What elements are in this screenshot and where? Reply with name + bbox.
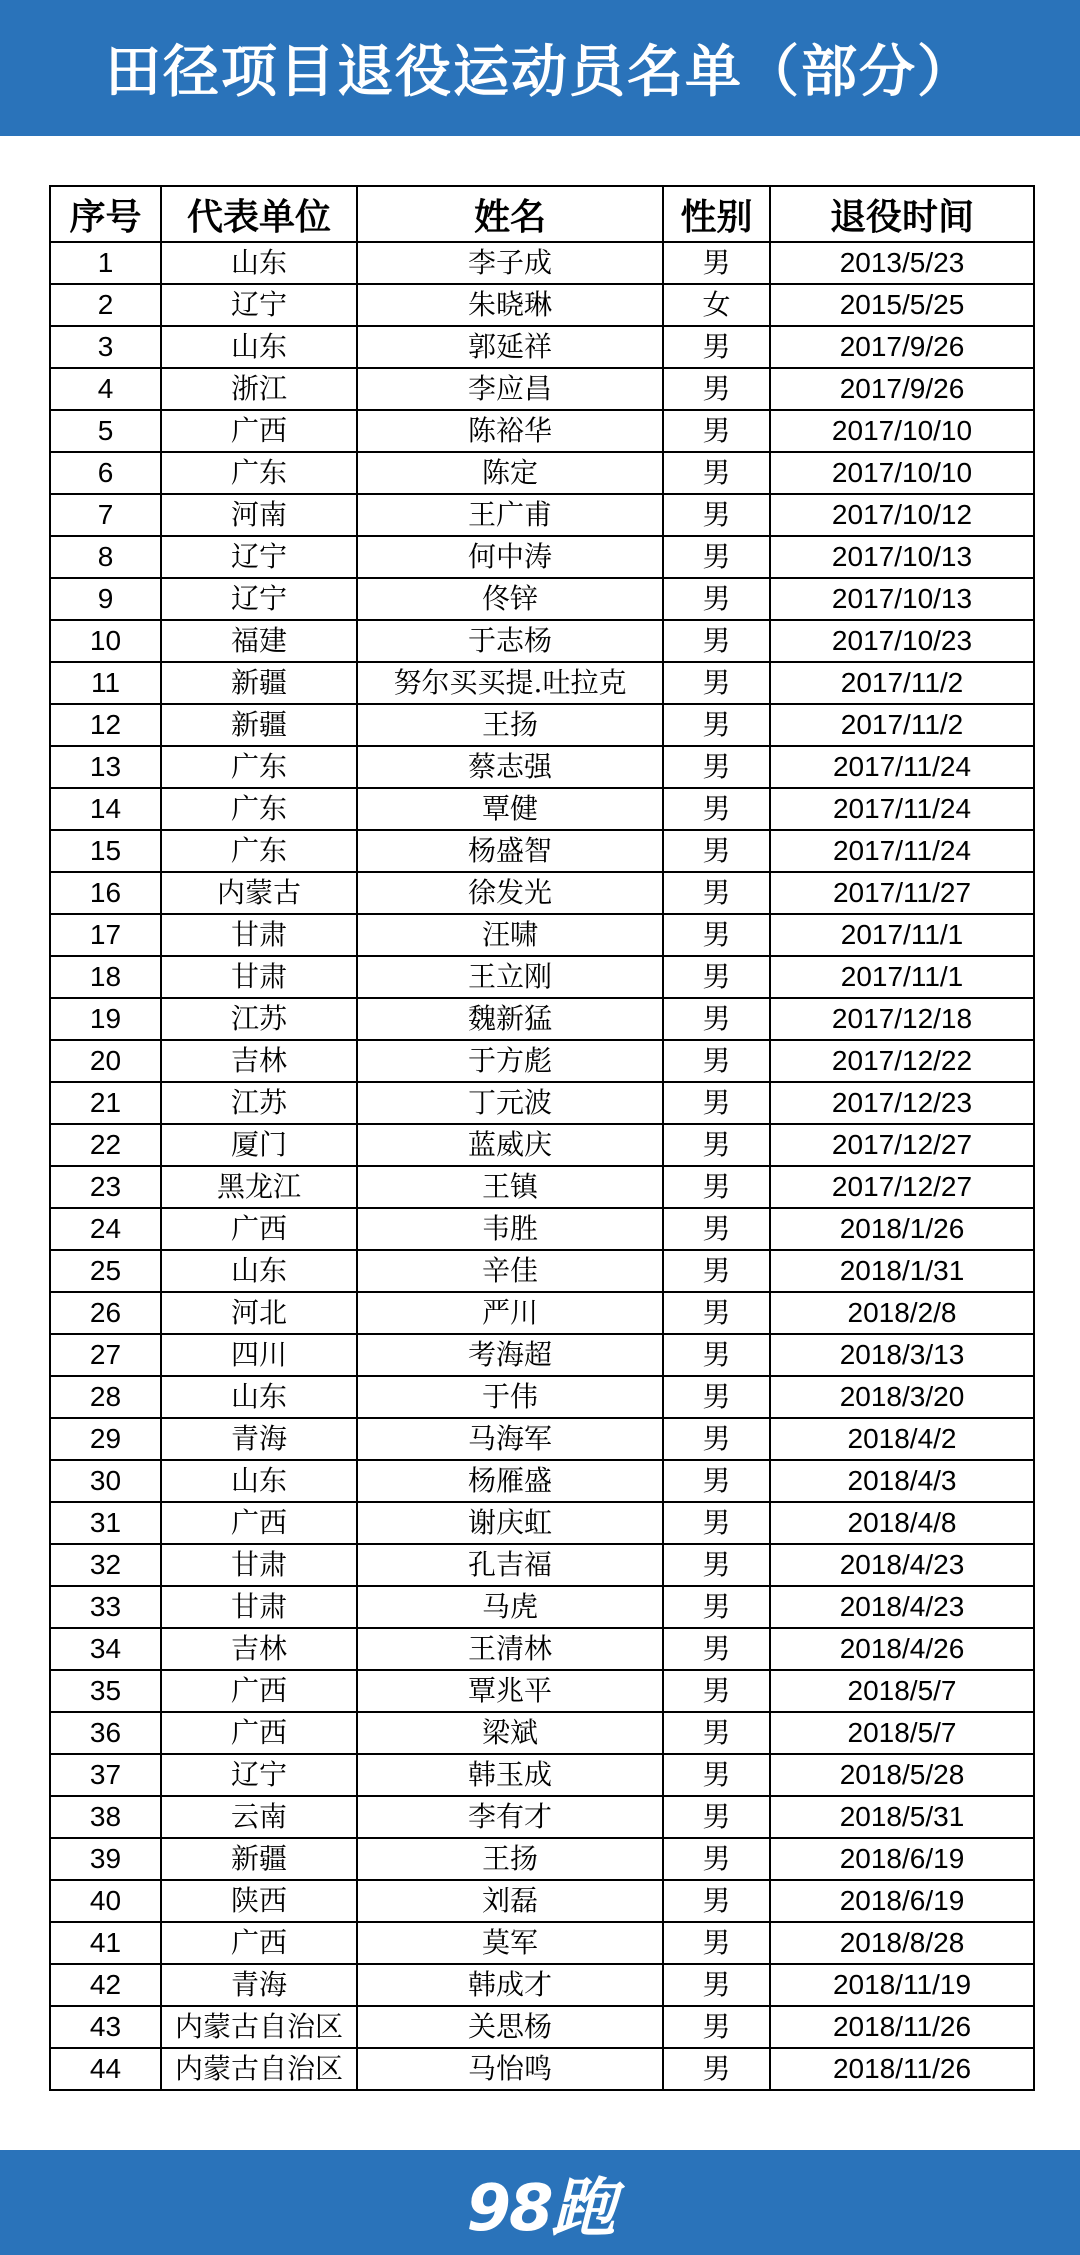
cell-retire-date: 2018/4/8 (770, 1502, 1034, 1544)
table-row (50, 1040, 1034, 1082)
cell-index: 38 (50, 1796, 161, 1838)
cell-unit: 广东 (161, 788, 357, 830)
cell-index: 25 (50, 1250, 161, 1292)
table-row (50, 830, 1034, 872)
cell-index: 30 (50, 1460, 161, 1502)
cell-unit: 浙江 (161, 368, 357, 410)
cell-retire-date: 2018/5/7 (770, 1712, 1034, 1754)
cell-gender: 男 (663, 1166, 770, 1208)
cell-gender: 男 (663, 1922, 770, 1964)
cell-name: 韩玉成 (357, 1754, 663, 1796)
cell-name: 谢庆虹 (357, 1502, 663, 1544)
retired-athletes-table (49, 185, 1035, 2091)
brand-logo: 98跑 (466, 2171, 614, 2246)
cell-name: 马怡鸣 (357, 2048, 663, 2090)
cell-retire-date: 2017/10/10 (770, 452, 1034, 494)
table-row (50, 788, 1034, 830)
table-row (50, 326, 1034, 368)
table-row (50, 1124, 1034, 1166)
cell-gender: 男 (663, 578, 770, 620)
table-row (50, 1628, 1034, 1670)
cell-name: 辛佳 (357, 1250, 663, 1292)
cell-index: 29 (50, 1418, 161, 1460)
table-row (50, 452, 1034, 494)
table-row (50, 368, 1034, 410)
table-row (50, 1166, 1034, 1208)
table-row (50, 1544, 1034, 1586)
cell-index: 18 (50, 956, 161, 998)
cell-index: 26 (50, 1292, 161, 1334)
header-banner (0, 0, 1080, 136)
cell-unit: 内蒙古自治区 (161, 2048, 357, 2090)
cell-gender: 男 (663, 1880, 770, 1922)
cell-index: 23 (50, 1166, 161, 1208)
table-row (50, 1796, 1034, 1838)
cell-name: 马虎 (357, 1586, 663, 1628)
cell-retire-date: 2017/11/1 (770, 914, 1034, 956)
cell-gender: 男 (663, 368, 770, 410)
cell-retire-date: 2018/11/26 (770, 2006, 1034, 2048)
cell-gender: 男 (663, 1502, 770, 1544)
page-title: 田径项目退役运动员名单（部分） (105, 40, 975, 105)
table-row (50, 2048, 1034, 2090)
cell-name: 汪啸 (357, 914, 663, 956)
cell-unit: 广西 (161, 1502, 357, 1544)
cell-retire-date: 2017/11/1 (770, 956, 1034, 998)
cell-unit: 吉林 (161, 1040, 357, 1082)
cell-retire-date: 2017/11/24 (770, 788, 1034, 830)
cell-name: 韦胜 (357, 1208, 663, 1250)
cell-name: 朱晓琳 (357, 284, 663, 326)
cell-index: 8 (50, 536, 161, 578)
cell-gender: 男 (663, 536, 770, 578)
cell-gender: 女 (663, 284, 770, 326)
cell-unit: 河北 (161, 1292, 357, 1334)
cell-index: 9 (50, 578, 161, 620)
cell-retire-date: 2018/1/26 (770, 1208, 1034, 1250)
cell-unit: 河南 (161, 494, 357, 536)
cell-unit: 广西 (161, 1922, 357, 1964)
cell-unit: 厦门 (161, 1124, 357, 1166)
table-row (50, 1250, 1034, 1292)
cell-index: 43 (50, 2006, 161, 2048)
table-row (50, 284, 1034, 326)
cell-retire-date: 2017/11/2 (770, 704, 1034, 746)
cell-index: 17 (50, 914, 161, 956)
cell-retire-date: 2018/11/26 (770, 2048, 1034, 2090)
table-row (50, 242, 1034, 284)
cell-unit: 福建 (161, 620, 357, 662)
cell-name: 蓝威庆 (357, 1124, 663, 1166)
cell-unit: 广西 (161, 1670, 357, 1712)
cell-index: 10 (50, 620, 161, 662)
cell-unit: 广东 (161, 746, 357, 788)
cell-unit: 辽宁 (161, 536, 357, 578)
cell-retire-date: 2018/3/20 (770, 1376, 1034, 1418)
cell-unit: 吉林 (161, 1628, 357, 1670)
table-row (50, 1376, 1034, 1418)
cell-index: 41 (50, 1922, 161, 1964)
cell-unit: 新疆 (161, 662, 357, 704)
cell-retire-date: 2017/9/26 (770, 326, 1034, 368)
table-row (50, 620, 1034, 662)
cell-index: 11 (50, 662, 161, 704)
cell-name: 李子成 (357, 242, 663, 284)
cell-retire-date: 2017/10/13 (770, 578, 1034, 620)
cell-gender: 男 (663, 2048, 770, 2090)
cell-retire-date: 2018/4/23 (770, 1586, 1034, 1628)
cell-gender: 男 (663, 830, 770, 872)
cell-index: 2 (50, 284, 161, 326)
cell-name: 丁元波 (357, 1082, 663, 1124)
cell-name: 杨盛智 (357, 830, 663, 872)
cell-index: 1 (50, 242, 161, 284)
cell-gender: 男 (663, 494, 770, 536)
cell-unit: 江苏 (161, 998, 357, 1040)
table-row (50, 956, 1034, 998)
cell-unit: 新疆 (161, 1838, 357, 1880)
cell-gender: 男 (663, 452, 770, 494)
cell-retire-date: 2017/11/27 (770, 872, 1034, 914)
cell-index: 36 (50, 1712, 161, 1754)
table-row (50, 1880, 1034, 1922)
cell-retire-date: 2017/12/23 (770, 1082, 1034, 1124)
cell-unit: 甘肃 (161, 1586, 357, 1628)
cell-gender: 男 (663, 620, 770, 662)
cell-name: 蔡志强 (357, 746, 663, 788)
cell-index: 16 (50, 872, 161, 914)
cell-gender: 男 (663, 1292, 770, 1334)
cell-index: 39 (50, 1838, 161, 1880)
cell-name: 刘磊 (357, 1880, 663, 1922)
cell-name: 孔吉福 (357, 1544, 663, 1586)
cell-gender: 男 (663, 1124, 770, 1166)
cell-name: 王扬 (357, 704, 663, 746)
cell-gender: 男 (663, 1376, 770, 1418)
table-row (50, 872, 1034, 914)
cell-gender: 男 (663, 242, 770, 284)
cell-unit: 甘肃 (161, 914, 357, 956)
cell-index: 24 (50, 1208, 161, 1250)
cell-retire-date: 2018/3/13 (770, 1334, 1034, 1376)
cell-name: 李有才 (357, 1796, 663, 1838)
cell-gender: 男 (663, 956, 770, 998)
table-body (50, 242, 1034, 2090)
cell-index: 6 (50, 452, 161, 494)
table-row (50, 1082, 1034, 1124)
retired-athletes-table-container (49, 185, 1033, 2091)
cell-name: 王立刚 (357, 956, 663, 998)
table-row (50, 1334, 1034, 1376)
cell-unit: 山东 (161, 1460, 357, 1502)
cell-name: 关思杨 (357, 2006, 663, 2048)
cell-index: 33 (50, 1586, 161, 1628)
table-row (50, 1586, 1034, 1628)
cell-unit: 青海 (161, 1964, 357, 2006)
cell-name: 梁斌 (357, 1712, 663, 1754)
cell-index: 34 (50, 1628, 161, 1670)
cell-gender: 男 (663, 1754, 770, 1796)
cell-retire-date: 2013/5/23 (770, 242, 1034, 284)
cell-unit: 黑龙江 (161, 1166, 357, 1208)
cell-retire-date: 2018/5/28 (770, 1754, 1034, 1796)
cell-name: 马海军 (357, 1418, 663, 1460)
cell-unit: 山东 (161, 326, 357, 368)
cell-unit: 内蒙古 (161, 872, 357, 914)
cell-unit: 云南 (161, 1796, 357, 1838)
table-row (50, 1460, 1034, 1502)
cell-retire-date: 2018/8/28 (770, 1922, 1034, 1964)
cell-unit: 辽宁 (161, 1754, 357, 1796)
column-header-index: 序号 (50, 186, 161, 242)
cell-name: 严川 (357, 1292, 663, 1334)
cell-name: 王扬 (357, 1838, 663, 1880)
cell-unit: 山东 (161, 1250, 357, 1292)
cell-retire-date: 2017/12/22 (770, 1040, 1034, 1082)
cell-unit: 江苏 (161, 1082, 357, 1124)
cell-gender: 男 (663, 704, 770, 746)
cell-index: 19 (50, 998, 161, 1040)
cell-gender: 男 (663, 1418, 770, 1460)
cell-retire-date: 2018/4/2 (770, 1418, 1034, 1460)
cell-index: 35 (50, 1670, 161, 1712)
table-row (50, 1712, 1034, 1754)
cell-name: 韩成才 (357, 1964, 663, 2006)
cell-retire-date: 2018/4/3 (770, 1460, 1034, 1502)
table-row (50, 410, 1034, 452)
cell-index: 31 (50, 1502, 161, 1544)
cell-name: 郭延祥 (357, 326, 663, 368)
table-row (50, 1754, 1034, 1796)
cell-name: 覃兆平 (357, 1670, 663, 1712)
cell-gender: 男 (663, 788, 770, 830)
cell-gender: 男 (663, 1796, 770, 1838)
cell-retire-date: 2018/5/7 (770, 1670, 1034, 1712)
cell-gender: 男 (663, 1250, 770, 1292)
cell-name: 莫军 (357, 1922, 663, 1964)
cell-retire-date: 2018/1/31 (770, 1250, 1034, 1292)
cell-name: 何中涛 (357, 536, 663, 578)
column-header-retire-date: 退役时间 (770, 186, 1034, 242)
table-row (50, 494, 1034, 536)
cell-unit: 广东 (161, 830, 357, 872)
cell-name: 佟锌 (357, 578, 663, 620)
cell-gender: 男 (663, 1334, 770, 1376)
table-row (50, 662, 1034, 704)
cell-index: 3 (50, 326, 161, 368)
cell-retire-date: 2017/11/2 (770, 662, 1034, 704)
cell-gender: 男 (663, 662, 770, 704)
column-header-gender: 性别 (663, 186, 770, 242)
cell-retire-date: 2017/11/24 (770, 830, 1034, 872)
table-row (50, 1922, 1034, 1964)
cell-gender: 男 (663, 410, 770, 452)
cell-name: 徐发光 (357, 872, 663, 914)
cell-index: 37 (50, 1754, 161, 1796)
cell-index: 40 (50, 1880, 161, 1922)
cell-unit: 内蒙古自治区 (161, 2006, 357, 2048)
footer-banner (0, 2150, 1080, 2255)
table-row (50, 1964, 1034, 2006)
cell-gender: 男 (663, 1712, 770, 1754)
cell-name: 于伟 (357, 1376, 663, 1418)
cell-unit: 广东 (161, 452, 357, 494)
cell-index: 7 (50, 494, 161, 536)
cell-index: 32 (50, 1544, 161, 1586)
cell-gender: 男 (663, 1670, 770, 1712)
cell-unit: 甘肃 (161, 956, 357, 998)
cell-gender: 男 (663, 1628, 770, 1670)
cell-index: 20 (50, 1040, 161, 1082)
table-row (50, 1208, 1034, 1250)
cell-retire-date: 2017/10/13 (770, 536, 1034, 578)
cell-gender: 男 (663, 872, 770, 914)
cell-name: 魏新猛 (357, 998, 663, 1040)
cell-gender: 男 (663, 746, 770, 788)
cell-gender: 男 (663, 998, 770, 1040)
cell-retire-date: 2018/2/8 (770, 1292, 1034, 1334)
table-row (50, 746, 1034, 788)
cell-unit: 辽宁 (161, 284, 357, 326)
cell-name: 陈裕华 (357, 410, 663, 452)
cell-index: 12 (50, 704, 161, 746)
cell-name: 考海超 (357, 1334, 663, 1376)
table-row (50, 1670, 1034, 1712)
cell-gender: 男 (663, 2006, 770, 2048)
cell-retire-date: 2017/12/27 (770, 1124, 1034, 1166)
cell-gender: 男 (663, 1586, 770, 1628)
cell-index: 4 (50, 368, 161, 410)
cell-unit: 四川 (161, 1334, 357, 1376)
cell-name: 覃健 (357, 788, 663, 830)
cell-name: 王广甫 (357, 494, 663, 536)
table-row (50, 1838, 1034, 1880)
cell-name: 于志杨 (357, 620, 663, 662)
cell-retire-date: 2018/6/19 (770, 1880, 1034, 1922)
cell-index: 13 (50, 746, 161, 788)
table-row (50, 1292, 1034, 1334)
table-row (50, 578, 1034, 620)
cell-index: 28 (50, 1376, 161, 1418)
cell-retire-date: 2018/5/31 (770, 1796, 1034, 1838)
cell-name: 努尔买买提.吐拉克 (357, 662, 663, 704)
cell-unit: 广西 (161, 410, 357, 452)
cell-gender: 男 (663, 1460, 770, 1502)
cell-retire-date: 2017/12/18 (770, 998, 1034, 1040)
cell-name: 王清林 (357, 1628, 663, 1670)
cell-unit: 广西 (161, 1712, 357, 1754)
table-row (50, 998, 1034, 1040)
column-header-unit: 代表单位 (161, 186, 357, 242)
cell-name: 王镇 (357, 1166, 663, 1208)
cell-unit: 新疆 (161, 704, 357, 746)
cell-gender: 男 (663, 1964, 770, 2006)
cell-index: 21 (50, 1082, 161, 1124)
table-row (50, 1418, 1034, 1460)
cell-unit: 山东 (161, 1376, 357, 1418)
table-row (50, 914, 1034, 956)
cell-retire-date: 2018/6/19 (770, 1838, 1034, 1880)
cell-retire-date: 2017/12/27 (770, 1166, 1034, 1208)
cell-retire-date: 2017/9/26 (770, 368, 1034, 410)
cell-name: 陈定 (357, 452, 663, 494)
cell-gender: 男 (663, 914, 770, 956)
table-row (50, 1502, 1034, 1544)
cell-gender: 男 (663, 1208, 770, 1250)
cell-index: 22 (50, 1124, 161, 1166)
table-header-row (50, 186, 1034, 242)
cell-retire-date: 2017/10/23 (770, 620, 1034, 662)
cell-name: 于方彪 (357, 1040, 663, 1082)
cell-index: 44 (50, 2048, 161, 2090)
cell-retire-date: 2017/10/10 (770, 410, 1034, 452)
cell-index: 5 (50, 410, 161, 452)
cell-retire-date: 2018/4/26 (770, 1628, 1034, 1670)
cell-retire-date: 2017/11/24 (770, 746, 1034, 788)
cell-gender: 男 (663, 1838, 770, 1880)
cell-gender: 男 (663, 1082, 770, 1124)
cell-unit: 甘肃 (161, 1544, 357, 1586)
cell-name: 李应昌 (357, 368, 663, 410)
cell-gender: 男 (663, 1040, 770, 1082)
cell-retire-date: 2017/10/12 (770, 494, 1034, 536)
cell-unit: 陕西 (161, 1880, 357, 1922)
cell-index: 27 (50, 1334, 161, 1376)
cell-gender: 男 (663, 326, 770, 368)
cell-unit: 辽宁 (161, 578, 357, 620)
cell-retire-date: 2018/4/23 (770, 1544, 1034, 1586)
cell-unit: 青海 (161, 1418, 357, 1460)
cell-retire-date: 2018/11/19 (770, 1964, 1034, 2006)
cell-gender: 男 (663, 1544, 770, 1586)
table-row (50, 536, 1034, 578)
cell-name: 杨雁盛 (357, 1460, 663, 1502)
cell-unit: 广西 (161, 1208, 357, 1250)
cell-unit: 山东 (161, 242, 357, 284)
column-header-name: 姓名 (357, 186, 663, 242)
cell-retire-date: 2015/5/25 (770, 284, 1034, 326)
cell-index: 42 (50, 1964, 161, 2006)
table-row (50, 2006, 1034, 2048)
table-row (50, 704, 1034, 746)
cell-index: 14 (50, 788, 161, 830)
cell-index: 15 (50, 830, 161, 872)
